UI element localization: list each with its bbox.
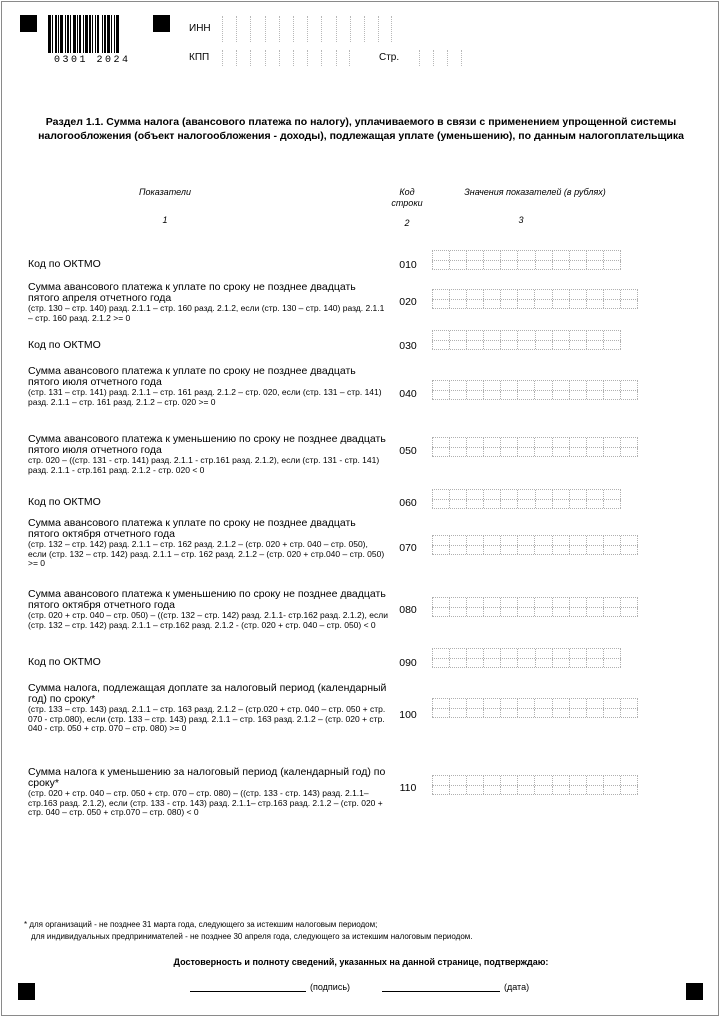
row-label [28, 518, 388, 569]
row-formula: (стр. 131 – стр. 141) разд. 2.1.1 – стр. 161 разд. 2.1.2 – стр. 020, если (стр. 131 – стр. 141) разд. 2.1.1 – стр. 161 разд. 2.1.2 – стр. 020 >= 0 [28, 387, 382, 407]
oktmo-field[interactable] [432, 330, 621, 350]
column-header-line-code: Код строки [391, 187, 423, 208]
signature-field[interactable] [190, 981, 306, 992]
row-title: Код по ОКТМО [28, 339, 101, 351]
date-field[interactable] [382, 981, 500, 992]
row-label [28, 683, 388, 734]
inn-label: ИНН [189, 23, 211, 34]
registration-marker-top-right [153, 15, 170, 32]
row-label [28, 282, 388, 323]
date-label: (дата) [504, 982, 530, 992]
row-code: 070 [399, 542, 417, 554]
section-title: Раздел 1.1. Сумма налога (авансового платежа по налогу), уплачиваемого в связи с применением упрощенной системы налогообложения (объект налогообложения - доходы), подлежащая уплате (уменьшению), по данным налогоплательщика [38, 116, 684, 142]
row-code: 080 [399, 604, 417, 616]
kpp-field[interactable] [222, 50, 350, 66]
row-title: Сумма налога, подлежащая доплате за налоговый период (календарный год) по сроку* [28, 682, 387, 705]
page-number-field[interactable] [419, 50, 462, 66]
row-title: Сумма авансового платежа к уменьшению по сроку не позднее двадцать пятого октября отчетного года [28, 588, 386, 611]
column-number-2: 2 [404, 218, 410, 228]
amount-field[interactable] [432, 775, 638, 795]
row-code: 090 [399, 657, 417, 669]
row-label [28, 589, 388, 630]
kpp-label: КПП [189, 52, 210, 63]
barcode [48, 15, 142, 53]
barcode-number: 0301 2024 [54, 55, 131, 66]
amount-field[interactable] [432, 289, 638, 309]
row-label [28, 340, 388, 351]
row-label [28, 366, 388, 407]
row-label [28, 259, 388, 270]
row-title: Сумма авансового платежа к уменьшению по сроку не позднее двадцать пятого июля отчетного года [28, 433, 386, 456]
amount-field[interactable] [432, 380, 638, 400]
row-label [28, 767, 388, 818]
oktmo-field[interactable] [432, 648, 621, 668]
oktmo-field[interactable] [432, 489, 621, 509]
row-formula: (стр. 130 – стр. 140) разд. 2.1.1 – стр. 160 разд. 2.1.2, если (стр. 130 – стр. 140) разд. 2.1.1 – стр. 160 разд. 2.1.2 >= 0 [28, 303, 385, 323]
row-code: 100 [399, 709, 417, 721]
amount-field[interactable] [432, 698, 638, 718]
column-header-indicators: Показатели [139, 187, 191, 197]
amount-field[interactable] [432, 437, 638, 457]
row-formula: (стр. 133 – стр. 143) разд. 2.1.1 – стр. 163 разд. 2.1.2 – (стр.020 + стр. 040 – стр. 050 + стр. 070 - стр.080), если (стр. 133 – стр. 143) разд. 2.1.1 – стр. 163 разд. 2.1.2 – (стр. 020 + стр. 040 - стр. 050 + стр. 070 – стр. 080) >= 0 [28, 704, 386, 734]
row-formula: (стр. 020 + стр. 040 – стр. 050 + стр. 070 – стр. 080) – ((стр. 133 - стр. 143) разд. 2.1.1– стр.163 разд. 2.1.2), если (стр. 133 - стр. 143) разд. 2.1.1– стр.163 разд. 2.1.2 – (стр. 020 + стр. 040 – стр. 050 + стр.070 – стр. 080) < 0 [28, 788, 383, 818]
row-formula: (стр. 020 + стр. 040 – стр. 050) – ((стр. 132 – стр. 142) разд. 2.1.1- стр.162 разд. 2.1.2), если (стр. 132 – стр. 142) разд. 2.1.1 – стр.162 разд. 2.1.2 - (стр. 020 + стр. 040 – стр. 050) < 0 [28, 610, 388, 630]
registration-marker-bottom-right [686, 983, 703, 1000]
row-code: 050 [399, 445, 417, 457]
row-title: Сумма налога к уменьшению за налоговый период (календарный год) по сроку* [28, 766, 386, 789]
row-code: 010 [399, 259, 417, 271]
inn-field[interactable] [222, 16, 392, 42]
registration-marker-bottom-left [18, 983, 35, 1000]
footnote-line-1: * для организаций - не позднее 31 марта года, следующего за истекшим налоговым периодом; [24, 920, 378, 929]
column-number-3: 3 [518, 215, 524, 225]
row-code: 040 [399, 388, 417, 400]
row-label [28, 657, 388, 668]
footnote-line-2: для индивидуальных предпринимателей - не позднее 30 апреля года, следующего за истекшим налоговым периодом. [31, 932, 473, 941]
date-line [382, 981, 529, 992]
registration-marker-top-left [20, 15, 37, 32]
row-code: 030 [399, 340, 417, 352]
signature-line [190, 981, 350, 992]
row-title: Сумма авансового платежа к уплате по сроку не позднее двадцать пятого октября отчетного года [28, 517, 356, 540]
row-code: 060 [399, 497, 417, 509]
row-title: Код по ОКТМО [28, 496, 101, 508]
confirmation-text: Достоверность и полноту сведений, указанных на данной странице, подтверждаю: [173, 957, 549, 967]
amount-field[interactable] [432, 535, 638, 555]
column-number-1: 1 [162, 215, 168, 225]
row-formula: стр. 020 – ((стр. 131 - стр. 141) разд. 2.1.1 - стр.161 разд. 2.1.2), если (стр. 131 - стр. 141) разд. 2.1.1 - стр.161 разд. 2.1.2 - стр. 020 < 0 [28, 455, 380, 475]
column-header-values: Значения показателей (в рублях) [464, 187, 606, 197]
row-title: Код по ОКТМО [28, 656, 101, 668]
row-label [28, 434, 388, 475]
row-title: Код по ОКТМО [28, 258, 101, 270]
row-code: 020 [399, 296, 417, 308]
row-formula: (стр. 132 – стр. 142) разд. 2.1.1 – стр. 162 разд. 2.1.2 – (стр. 020 + стр. 040 – стр. 050), если (стр. 132 – стр. 142) разд. 2.1.1 – стр. 162 разд. 2.1.2 – (стр. 020 + стр.040 – стр. 050) >= 0 [28, 539, 385, 569]
oktmo-field[interactable] [432, 250, 621, 270]
page-label: Стр. [379, 52, 400, 63]
signature-label: (подпись) [310, 982, 351, 992]
row-title: Сумма авансового платежа к уплате по сроку не позднее двадцать пятого июля отчетного года [28, 365, 356, 388]
row-title: Сумма авансового платежа к уплате по сроку не позднее двадцать пятого апреля отчетного года [28, 281, 356, 304]
amount-field[interactable] [432, 597, 638, 617]
row-code: 110 [399, 782, 417, 794]
row-label [28, 497, 388, 508]
